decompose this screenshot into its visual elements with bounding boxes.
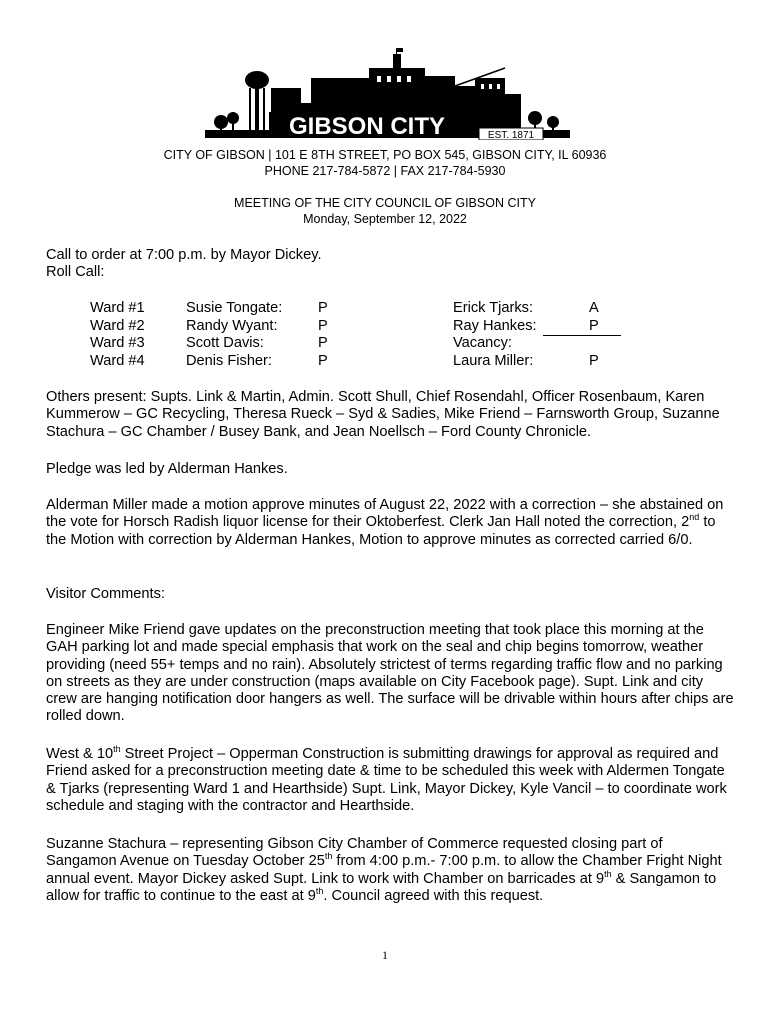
superscript: th [324,851,333,862]
roll-call-label: Roll Call: [46,264,105,280]
member-name: Denis Fisher: [186,352,272,369]
call-to-order: Call to order at 7:00 p.m. by Mayor Dickey. [46,247,322,263]
ward-label: Ward #2 [90,317,145,334]
others-present: Others present: Supts. Link & Martin, Admin. Scott Shull, Chief Rosendahl, Officer Rosenbaum, Karen Kummerow – GC Recycling, Theresa Rueck – Syd & Sadies, Mike Friend – Farnsworth Group, Suzanne Stachura – GC Chamber / Busey Bank, and Jean Noellsch – Ford County Chronicle. [46,389,720,440]
member-name: Laura Miller: [453,352,534,369]
ward-label: Ward #1 [90,300,145,316]
member-name: Scott Davis: [186,335,264,351]
member-name: Erick Tjarks: [453,300,534,316]
visitor-comments-heading: Visitor Comments: [46,586,165,602]
superscript: th [113,744,121,755]
vacancy-blank-line [543,335,621,336]
text-run: & Sangamon to allow for traffic to continue to the east at 9 [46,870,717,904]
text-run: West & 10 [46,746,114,762]
roll-call-table [90,300,650,370]
pledge: Pledge was led by Alderman Hankes. [46,461,288,477]
gibson-city-logo [205,48,570,140]
page-number: 1 [382,948,388,962]
roll-row [90,335,650,353]
member-status: P [318,352,328,369]
text-run: . Council agreed with this request. [323,887,544,904]
city-address: CITY OF GIBSON | 101 E 8TH STREET, PO BOX 545, GIBSON CITY, IL 60936 [163,148,607,162]
logo-est: EST. 1871 [487,130,535,140]
superscript: th [315,886,324,897]
west-10th-paragraph [46,746,736,815]
roll-row [90,353,650,371]
text-run: to the Motion with correction by Alderman Hankes, Motion to approve minutes as corrected carried 6/0. [46,514,716,548]
ward-label: Ward #4 [90,352,145,369]
text-run: Suzanne Stachura – representing Gibson City Chamber of Commerce requested closing part of Sangamon Avenue on Tuesday October 25 [46,836,663,870]
member-status: P [589,317,599,334]
text-run: Alderman Miller made a motion approve minutes of August 22, 2022 with a correction – she abstained on the vote for Horsch Radish liquor license for their Oktoberfest. Clerk Jan Hall noted the correction, 2 [46,497,724,531]
roll-row [90,318,650,336]
superscript: th [604,868,612,879]
roll-row [90,300,650,318]
member-name: Randy Wyant: [186,317,278,334]
text-run: from 4:00 p.m.- 7:00 p.m. to allow the Chamber Fright Night annual event. Mayor Dickey asked Supt. Link to work with Chamber on barricades at 9 [46,853,722,887]
member-name: Vacancy: [453,335,512,351]
member-name: Susie Tongate: [186,300,283,316]
city-phone: PHONE 217-784-5872 | FAX 217-784-5930 [264,164,506,178]
member-status: P [318,300,328,316]
member-status: P [318,335,328,351]
logo-title: GIBSON CITY [288,113,446,140]
engineer-paragraph: Engineer Mike Friend gave updates on the preconstruction meeting that took place this morning at the GAH parking lot and made special emphasis that work on the seal and chip begins tomorrow, weather providing (need 55+ temps and no rain). Absolutely strictest of terms regarding traffic flow and no parking on streets as they are under construction (maps available on City Facebook page). Supt. Link and city crew are hanging notification door hangers as well. The surface will be drivable within hours after chips are rolled down. [46,622,734,725]
member-status: P [318,317,328,334]
minutes-paragraph [46,497,736,549]
chamber-paragraph [46,836,736,905]
member-name: Ray Hankes: [453,317,537,334]
meeting-date: Monday, September 12, 2022 [303,212,467,226]
superscript: nd [689,512,700,523]
member-status: P [589,352,599,369]
ward-label: Ward #3 [90,335,145,351]
member-status: A [589,300,599,316]
meeting-title: MEETING OF THE CITY COUNCIL OF GIBSON CITY [234,196,536,210]
text-run: Street Project – Opperman Construction is submitting drawings for approval as required and Friend asked for a preconstruction meeting date & time to be scheduled this week with Aldermen Tongate & Tjarks (representing Ward 1 and Hearthside) Supt. Link, Mayor Dickey, Kyle Vancil – to coordinate work schedule and staging with the contractor and Hearthside. [46,746,727,814]
